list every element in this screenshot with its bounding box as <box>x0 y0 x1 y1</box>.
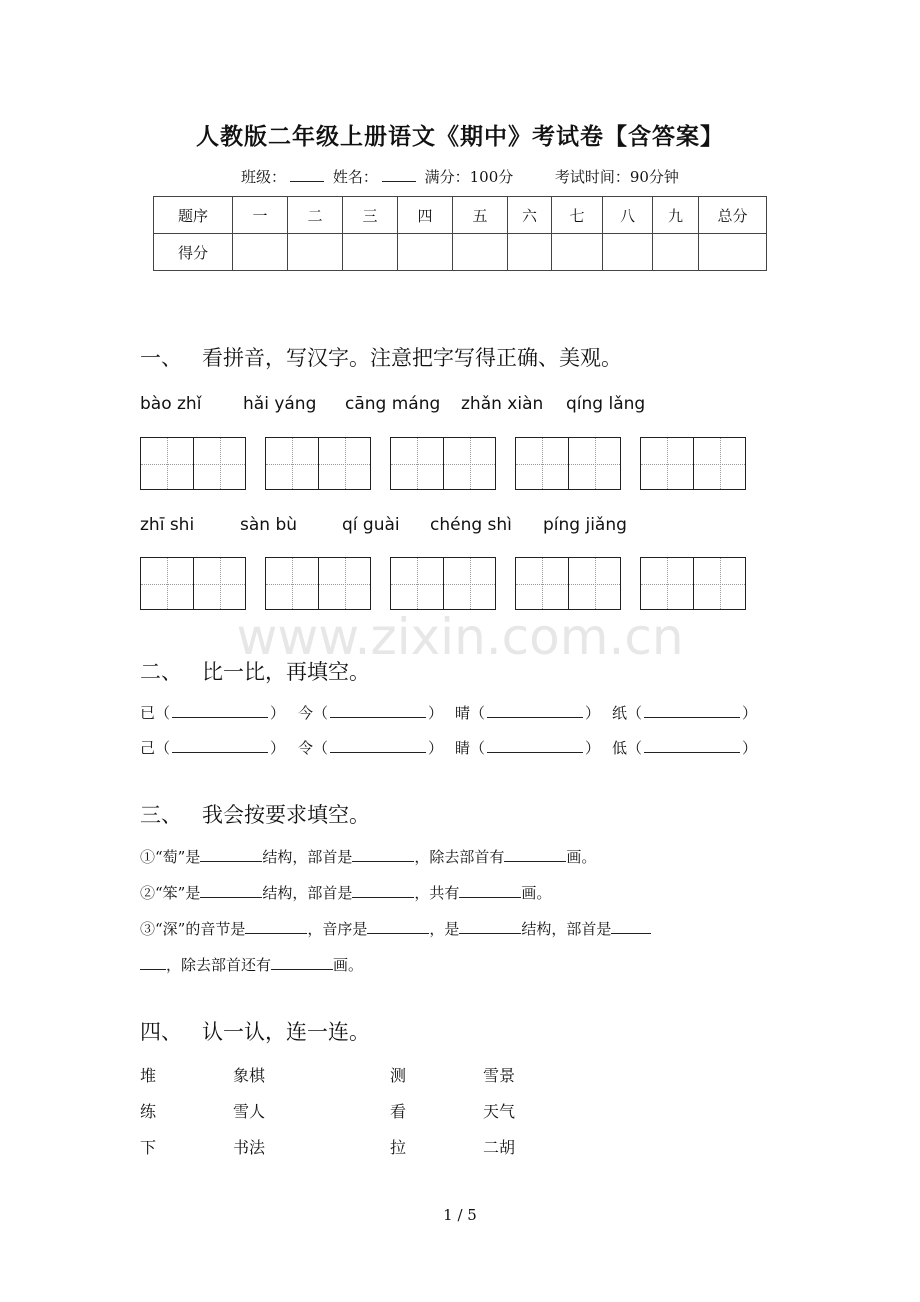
compare-item: 低（ ） <box>612 739 758 757</box>
table-cell: 二 <box>288 197 343 234</box>
match-word[interactable]: 书法 <box>233 1138 266 1157</box>
answer-blank[interactable] <box>611 919 651 934</box>
section-title: 我会按要求填空。 <box>202 803 370 827</box>
compare-item: 已（ ） <box>140 704 286 722</box>
pinyin-label: qí guài <box>342 515 400 535</box>
writing-grid[interactable] <box>140 437 246 490</box>
score-cell[interactable] <box>603 234 653 271</box>
pinyin-label: qíng lǎng <box>566 394 646 414</box>
class-label: 班级： <box>241 168 287 186</box>
score-cell[interactable] <box>233 234 288 271</box>
answer-blank[interactable] <box>487 740 583 753</box>
class-blank[interactable] <box>290 167 324 182</box>
score-table <box>153 196 767 271</box>
compare-item: 睛（ ） <box>455 739 601 757</box>
question-3: ③“深”的音节是 ，音序是 ，是 结构，部首是 <box>140 918 651 939</box>
writing-grid[interactable] <box>265 437 371 490</box>
section-number: 二、 <box>140 660 182 684</box>
section-2-heading <box>140 656 370 686</box>
match-word[interactable]: 看 <box>390 1102 407 1121</box>
writing-grid[interactable] <box>140 557 246 610</box>
compare-item: 纸（ ） <box>612 704 758 722</box>
table-cell: 得分 <box>154 234 233 271</box>
answer-blank[interactable] <box>352 847 414 862</box>
match-word[interactable]: 拉 <box>390 1138 407 1157</box>
answer-blank[interactable] <box>140 955 166 970</box>
table-cell: 八 <box>603 197 653 234</box>
pinyin-label: chéng shì <box>430 515 512 535</box>
writing-grid[interactable] <box>515 437 621 490</box>
name-label: 姓名： <box>332 168 378 186</box>
table-cell: 六 <box>508 197 552 234</box>
answer-blank[interactable] <box>352 883 414 898</box>
answer-blank[interactable] <box>487 705 583 718</box>
answer-blank[interactable] <box>459 919 521 934</box>
compare-item: 今（ ） <box>298 704 444 722</box>
match-word[interactable]: 雪人 <box>233 1102 266 1121</box>
answer-blank[interactable] <box>330 705 426 718</box>
watermark: www.zixin.com.cn <box>236 608 684 666</box>
exam-info <box>0 166 920 187</box>
score-cell[interactable] <box>552 234 603 271</box>
table-cell: 题序 <box>154 197 233 234</box>
writing-grid[interactable] <box>640 557 746 610</box>
score-cell[interactable] <box>453 234 508 271</box>
answer-blank[interactable] <box>367 919 429 934</box>
score-table-header-row <box>154 197 767 234</box>
match-word[interactable]: 象棋 <box>233 1066 266 1085</box>
section-title: 比一比，再填空。 <box>202 660 370 684</box>
writing-grid[interactable] <box>640 437 746 490</box>
table-cell: 总分 <box>699 197 767 234</box>
question-2: ②“笨”是 结构，部首是 ，共有 画。 <box>140 884 552 902</box>
pinyin-label: sàn bù <box>240 515 298 535</box>
writing-grid[interactable] <box>265 557 371 610</box>
section-number: 一、 <box>140 346 182 370</box>
writing-grid[interactable] <box>390 557 496 610</box>
answer-blank[interactable] <box>271 955 333 970</box>
name-blank[interactable] <box>382 167 416 182</box>
answer-blank[interactable] <box>200 847 262 862</box>
writing-grid[interactable] <box>390 437 496 490</box>
question-3-continued: ，除去部首还有 画。 <box>140 954 363 975</box>
compare-item: 令（ ） <box>298 739 444 757</box>
answer-blank[interactable] <box>504 847 566 862</box>
answer-blank[interactable] <box>245 919 307 934</box>
section-number: 三、 <box>140 803 182 827</box>
score-table-score-row <box>154 234 767 271</box>
compare-item: 己（ ） <box>140 739 286 757</box>
score-cell[interactable] <box>288 234 343 271</box>
answer-blank[interactable] <box>644 705 740 718</box>
score-cell[interactable] <box>653 234 699 271</box>
pinyin-label: zhǎn xiàn <box>461 394 544 414</box>
match-word[interactable]: 下 <box>140 1138 157 1157</box>
pinyin-label: zhī shi <box>140 515 195 535</box>
answer-blank[interactable] <box>172 740 268 753</box>
question-1: ①“萄”是 结构，部首是 ，除去部首有 画。 <box>140 848 597 866</box>
section-3-heading <box>140 799 370 829</box>
table-cell: 四 <box>398 197 453 234</box>
answer-blank[interactable] <box>172 705 268 718</box>
score-cell[interactable] <box>699 234 767 271</box>
compare-item: 晴（ ） <box>455 704 601 722</box>
table-cell: 五 <box>453 197 508 234</box>
answer-blank[interactable] <box>330 740 426 753</box>
match-word[interactable]: 二胡 <box>483 1138 516 1157</box>
writing-grid[interactable] <box>515 557 621 610</box>
table-cell: 七 <box>552 197 603 234</box>
answer-blank[interactable] <box>200 883 262 898</box>
page-number: 1 / 5 <box>443 1206 477 1224</box>
section-title: 看拼音，写汉字。注意把字写得正确、美观。 <box>202 346 622 370</box>
section-1-heading <box>140 342 622 372</box>
section-4-heading <box>140 1016 370 1046</box>
match-word[interactable]: 天气 <box>483 1102 516 1121</box>
pinyin-label: píng jiǎng <box>543 515 627 535</box>
full-score: 满分：100分 <box>424 168 514 186</box>
match-word[interactable]: 练 <box>140 1102 157 1121</box>
table-cell: 九 <box>653 197 699 234</box>
match-word[interactable]: 雪景 <box>483 1066 516 1085</box>
section-number: 四、 <box>140 1020 182 1044</box>
answer-blank[interactable] <box>459 883 521 898</box>
page-title: 人教版二年级上册语文《期中》考试卷【含答案】 <box>196 123 724 150</box>
pinyin-label: cāng máng <box>345 394 441 414</box>
pinyin-label: bào zhǐ <box>140 394 202 414</box>
pinyin-label: hǎi yáng <box>243 394 317 414</box>
score-cell[interactable] <box>508 234 552 271</box>
table-cell: 一 <box>233 197 288 234</box>
score-cell[interactable] <box>398 234 453 271</box>
table-cell: 三 <box>343 197 398 234</box>
match-word[interactable]: 测 <box>390 1066 407 1085</box>
score-cell[interactable] <box>343 234 398 271</box>
exam-time: 考试时间：90分钟 <box>554 168 679 186</box>
match-word[interactable]: 堆 <box>140 1066 157 1085</box>
answer-blank[interactable] <box>644 740 740 753</box>
section-title: 认一认，连一连。 <box>202 1020 370 1044</box>
